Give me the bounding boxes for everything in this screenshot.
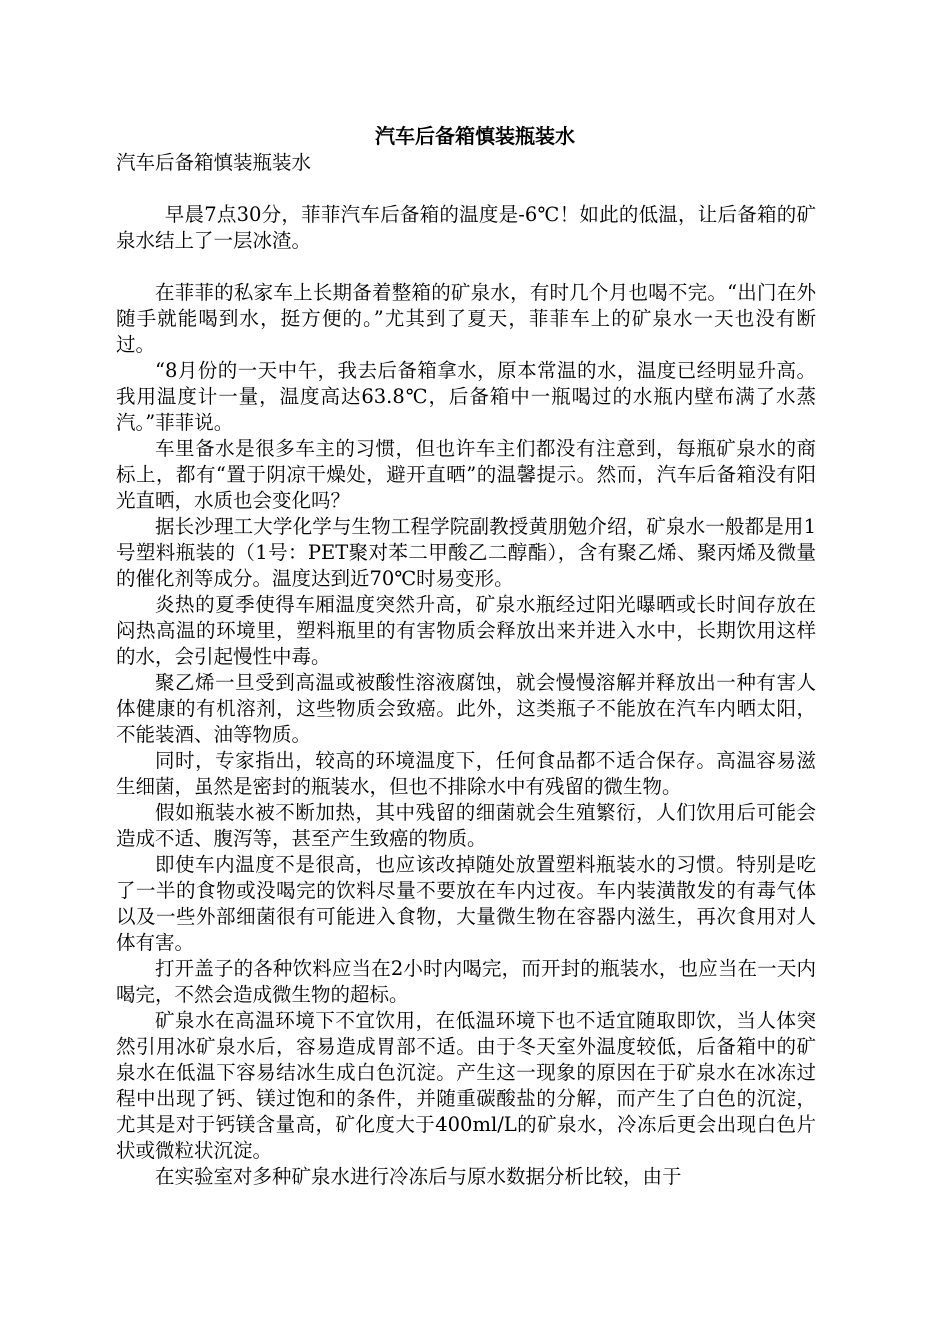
- body-paragraph: 矿泉水在高温环境下不宜饮用，在低温环境下也不适宜随取即饮，当人体突然引用冰矿泉水后，容易造成胃部不适。由于冬天室外温度较低，后备箱中的矿泉水在低温下容易结冰生成白色沉淀。产生这一现象的原因在于矿泉水在冰冻过程中出现了钙、镁过饱和的条件，并随重碳酸盐的分解，而产生了白色的沉淀，尤其是对于钙镁含量高，矿化度大于400ml/L的矿泉水，冷冻后更会出现白色片状或微粒状沉淀。: [116, 1009, 816, 1162]
- body-paragraph: 打开盖子的各种饮料应当在2小时内喝完，而开封的瓶装水，也应当在一天内喝完，不然会造成微生物的超标。: [116, 957, 816, 1006]
- body-paragraph: 炎热的夏季使得车厢温度突然升高，矿泉水瓶经过阳光曝晒或长时间存放在闷热高温的环境里，塑料瓶里的有害物质会释放出来并进入水中，长期饮用这样的水，会引起慢性中毒。: [116, 593, 816, 668]
- body-paragraph: 在菲菲的私家车上长期备着整箱的矿泉水，有时几个月也喝不完。“出门在外随手就能喝到水，挺方便的。”尤其到了夏天，菲菲车上的矿泉水一天也没有断过。: [116, 281, 816, 356]
- body-paragraph: 车里备水是很多车主的习惯，但也许车主们都没有注意到，每瓶矿泉水的商标上，都有“置于阴凉干燥处，避开直晒”的温馨提示。然而，汽车后备箱没有阳光直晒，水质也会变化吗？: [116, 437, 816, 512]
- intro-paragraph: 早晨7点30分，菲菲汽车后备箱的温度是-6℃！如此的低温，让后备箱的矿泉水结上了一层冰渣。: [116, 203, 816, 252]
- body-paragraph: 即使车内温度不是很高，也应该改掉随处放置塑料瓶装水的习惯。特别是吃了一半的食物或没喝完的饮料尽量不要放在车内过夜。车内装潢散发的有毒气体以及一些外部细菌很有可能进入食物，大量微生物在容器内滋生，再次食用对人体有害。: [116, 853, 816, 954]
- body-paragraph: 在实验室对多种矿泉水进行冷冻后与原水数据分析比较，由于: [155, 1165, 682, 1188]
- document-body: [116, 150, 816, 1190]
- body-paragraph: “8月份的一天中午，我去后备箱拿水，原本常温的水，温度已经明显升高。我用温度计一量，温度高达63.8℃，后备箱中一瓶喝过的水瓶内壁布满了水蒸汽。”菲菲说。: [116, 359, 816, 434]
- body-paragraph: 假如瓶装水被不断加热，其中残留的细菌就会生殖繁衍，人们饮用后可能会造成不适、腹泻等，甚至产生致癌的物质。: [116, 801, 816, 850]
- document-title: 汽车后备箱慎装瓶装水: [375, 124, 575, 148]
- body-paragraph: 同时，专家指出，较高的环境温度下，任何食品都不适合保存。高温容易滋生细菌，虽然是密封的瓶装水，但也不排除水中有残留的微生物。: [116, 749, 816, 798]
- body-paragraph: 据长沙理工大学化学与生物工程学院副教授黄朋勉介绍，矿泉水一般都是用1号塑料瓶装的（1号：PET聚对苯二甲酸乙二醇酯），含有聚乙烯、聚丙烯及微量的催化剂等成分。温度达到近70℃时易变形。: [116, 515, 816, 590]
- blank-line: [116, 176, 816, 202]
- body-paragraph: 聚乙烯一旦受到高温或被酸性溶液腐蚀，就会慢慢溶解并释放出一种有害人体健康的有机溶剂，这些物质会致癌。此外，这类瓶子不能放在汽车内晒太阳，不能装酒、油等物质。: [116, 671, 816, 746]
- blank-line: [116, 254, 816, 280]
- document-subtitle: 汽车后备箱慎装瓶装水: [116, 151, 312, 174]
